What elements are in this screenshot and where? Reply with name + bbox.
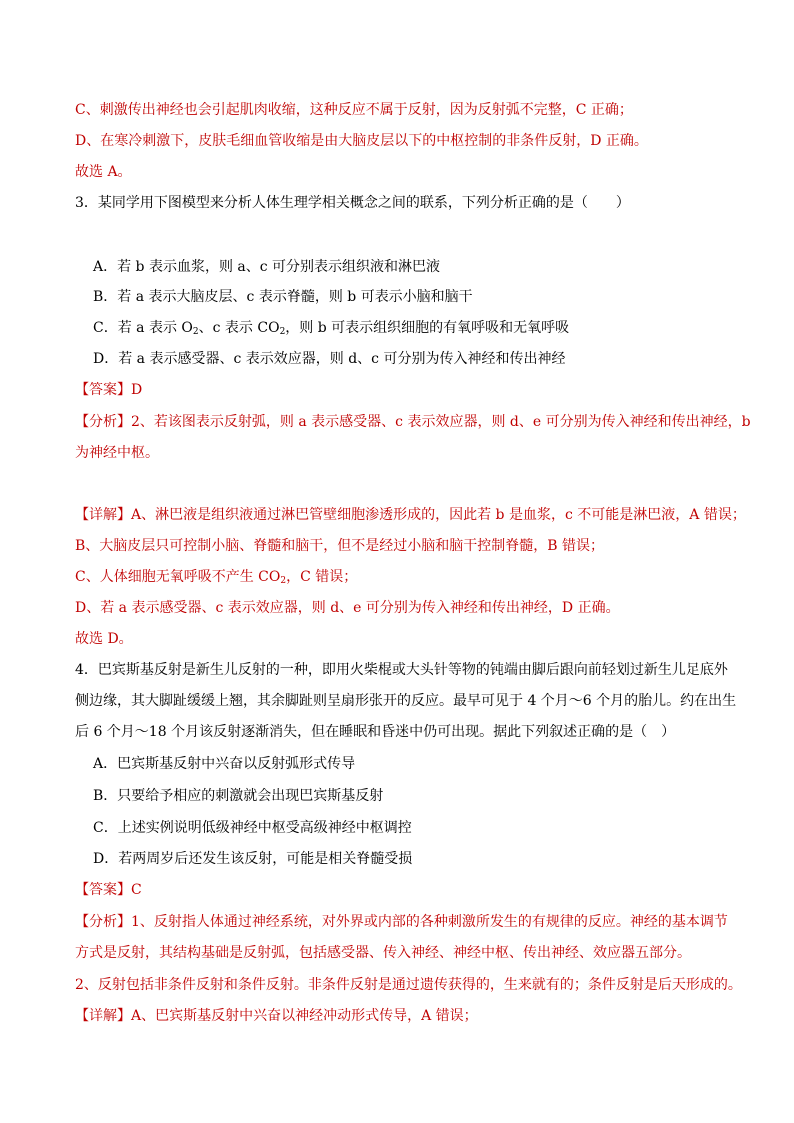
- q3-option-d: D．若 a 表示感受器、c 表示效应器，则 d、c 可分别为传入神经和传出神经: [93, 351, 566, 367]
- q3-option-a: A．若 b 表示血浆，则 a、c 可分别表示组织液和淋巴液: [93, 259, 441, 275]
- q3-detail-c-sub: 2: [280, 576, 287, 586]
- q3-answer-tag: 【答案】: [75, 382, 131, 398]
- q4-option-d: D．若两周岁后还发生该反射，可能是相关脊髓受损: [93, 851, 413, 867]
- q3-option-c-pre: C．若 a 表示 O: [93, 320, 193, 336]
- q4-stem-line3: 后 6 个月～18 个月该反射逐渐消失，但在睡眠和昏迷中仍可出现。据此下列叙述正确的是（ ）: [75, 724, 676, 740]
- q4-option-b: B．只要给予相应的刺激就会出现巴宾斯基反射: [93, 788, 384, 804]
- q4-answer-value: C: [131, 882, 142, 898]
- q3-analysis-line2: 为神经中枢。: [75, 445, 159, 461]
- q4-detail-tag: 【详解】: [75, 1008, 131, 1024]
- q3-answer: [75, 380, 142, 400]
- q4-answer-tag: 【答案】: [75, 882, 131, 898]
- q3-analysis-line1: [75, 412, 751, 432]
- q3-detail-c-post: ，C 错误；: [286, 569, 358, 585]
- q3-detail-c: [75, 567, 357, 587]
- q3-detail-a: [75, 505, 746, 525]
- q4-option-a: A．巴宾斯基反射中兴奋以反射弧形式传导: [93, 756, 356, 772]
- q4-stem-line2: 侧边缘，其大脚趾缓缓上翘，其余脚趾则呈扇形张开的反应。最早可见于 4 个月～6 个月的胎儿。约在出生: [75, 693, 737, 709]
- q3-detail-tag: 【详解】: [75, 507, 131, 523]
- q3-detail-b: B、大脑皮层只可控制小脑、脊髓和脑干，但不是经过小脑和脑干控制脊髓，B 错误；: [75, 538, 605, 554]
- prev-conclusion: 故选 A。: [75, 164, 132, 180]
- q4-detail-a: [75, 1006, 478, 1026]
- q3-conclusion: 故选 D。: [75, 631, 133, 647]
- q4-answer: [75, 880, 142, 900]
- q3-option-c-sub2: 2: [279, 327, 286, 337]
- q3-option-b: B．若 a 表示大脑皮层、c 表示脊髓，则 b 可表示小脑和脑干: [93, 289, 473, 305]
- q3-stem: 3．某同学用下图模型来分析人体生理学相关概念之间的联系，下列分析正确的是（ ）: [75, 195, 630, 211]
- q4-detail-a-text: A、巴宾斯基反射中兴奋以神经冲动形式传导，A 错误；: [131, 1008, 478, 1024]
- q4-analysis-line2: 方式是反射，其结构基础是反射弧，包括感受器、传入神经、神经中枢、传出神经、效应器五部分。: [75, 945, 691, 961]
- q3-analysis-tag: 【分析】: [75, 414, 131, 430]
- q4-analysis-line1: [75, 912, 728, 932]
- q4-analysis-tag: 【分析】: [75, 914, 131, 930]
- q3-analysis-text1: 2、若该图表示反射弧，则 a 表示感受器、c 表示效应器，则 d、e 可分别为传入神经和传出神经，b: [131, 414, 751, 430]
- prev-analysis-d: D、在寒冷刺激下，皮肤毛细血管收缩是由大脑皮层以下的中枢控制的非条件反射，D 正确。: [75, 133, 648, 149]
- q4-stem-line1: 4．巴宾斯基反射是新生儿反射的一种，即用火柴棍或大头针等物的钝端由脚后跟向前轻划过新生儿足底外: [75, 662, 728, 678]
- q4-option-c: C．上述实例说明低级神经中枢受高级神经中枢调控: [93, 820, 412, 836]
- prev-analysis-c: C、刺激传出神经也会引起肌肉收缩，这种反应不属于反射，因为反射弧不完整，C 正确；: [75, 102, 633, 118]
- q3-option-c-sub1: 2: [192, 327, 199, 337]
- q4-analysis-line3: 2、反射包括非条件反射和条件反射。非条件反射是通过遗传获得的，生来就有的；条件反射是后天形成的。: [75, 977, 742, 993]
- q3-detail-a-text: A、淋巴液是组织液通过淋巴管壁细胞渗透形成的，因此若 b 是血浆，c 不可能是淋巴液，A 错误；: [131, 507, 746, 523]
- q3-answer-value: D: [131, 382, 143, 398]
- q4-analysis-text1: 1、反射指人体通过神经系统，对外界或内部的各种刺激所发生的有规律的反应。神经的基本调节: [131, 914, 728, 930]
- q3-detail-d: D、若 a 表示感受器、c 表示效应器，则 d、e 可分别为传入神经和传出神经，D 正确。: [75, 600, 620, 616]
- q3-option-c-mid: 、c 表示 CO: [198, 320, 280, 336]
- q3-option-c: [93, 318, 569, 338]
- q3-detail-c-pre: C、人体细胞无氧呼吸不产生 CO: [75, 569, 281, 585]
- q3-option-c-post: ，则 b 可表示组织细胞的有氧呼吸和无氧呼吸: [285, 320, 570, 336]
